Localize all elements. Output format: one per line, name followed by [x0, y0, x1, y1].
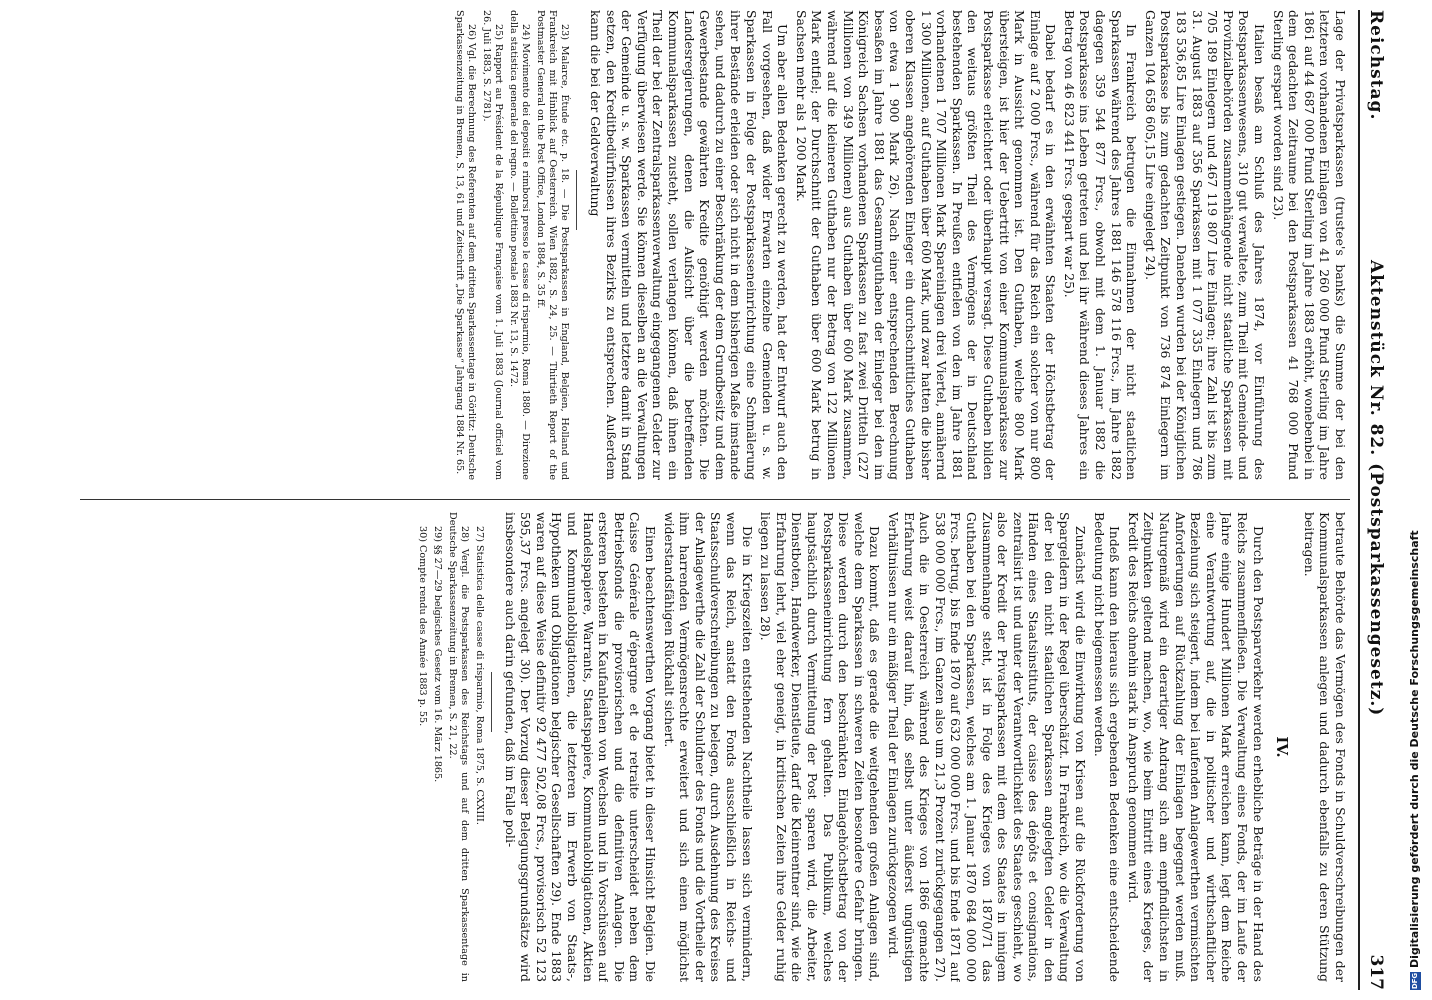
page-number: 317 [1366, 954, 1386, 990]
footnote: 27) Statistica delle casse di risparmio, Roma 1875, S. CXXIII. [474, 526, 486, 825]
footnote: 25) Rapport au Président de la République Française vom 1. Juli 1883 (Journal officiel vom 26. Juli 1883, S. 2781). [481, 10, 505, 480]
footnote: 29) §§ 27—29 belgisches Gesetz vom 16. März 1865. [432, 526, 444, 783]
paragraph: Dazu kommt, daß es gerade die weitgehenden großen Anlagen sind, welche dem Sparkassen in schweren Zeiten besondere Gefahr bringen. Diese werden durch den beschränkten Einlagehöchstbetrag von der Postsparkasseneinrichtung fern gehalten. Das Publikum, welches hauptsächlich durch Vermittelung der Post sparen wird, die Arbeiter, Dienstboten, Handwerker, Dienstleute, darf die Kleinrentner sind, wie die Erfahrung lehrt, viel eher geneigt, in kritischen Zeiten ihre Gelder ruhig liegen zu lassen 28). [758, 512, 883, 982]
paragraph: In Frankreich betrugen die Einnahmen der nicht staatlichen Sparkassen während des Jahres 1881 146 578 116 Frcs., im Jahre 1882 dagegen 359 544 877 Frcs., obwohl mit dem 1. Januar 1882 die Postsparkasse ins Leben getreten und bei ihr während dieses Jahres ein Betrag von 46 823 441 Frcs. gespart war 25). [1061, 10, 1140, 480]
digitization-credit [1408, 530, 1421, 990]
left-column [78, 10, 1348, 480]
credit-text: Digitalisierung gefördert durch die Deutsche Forschungsgemeinschaft [1408, 530, 1421, 968]
paragraph: Lage der Privatsparkassen (trustee's banks) die Summe der bei den letzteren vorhandenen Einlagen von 41 260 000 Pfund Sterling im Jahre 1861 auf 44 687 000 Pfund Sterling im Jahre 1883 erhöht, wonebenbei in dem gedachten Zeitraume bei den Postsparkassen 41 768 000 Pfund Sterling erspart worden sind 23). [1270, 10, 1348, 480]
document-title: Aktenstück Nr. 82. (Postsparkassengesetz.) [1366, 260, 1386, 717]
column-divider [80, 499, 1350, 500]
right-column [78, 512, 1348, 982]
section-numeral: IV. [1273, 736, 1292, 758]
footnote: 30) Compte rendu des Année 1883 p. 55. [417, 526, 429, 727]
footnote-rule [577, 170, 578, 230]
paragraph: betraute Behörde das Vermögen des Fonds in Schuldverschreibungen der Kommunalsparkassen anlegen und dadurch ebenfalls zu deren Stützung beitragen. [1301, 512, 1348, 982]
footnote: 23) Malarce, Étude etc. p. 18. — Die Postsparkassen in England, Belgien, Holland und Frankreich mit Hinblick auf Oesterreich. Wien 1882, S. 24, 25. — Thirtieth Report of the Postmaster General on the Post Office, London 1884, S. 35 ff. [535, 10, 571, 480]
paragraph: Indeß kann den hieraus sich ergebenden Bedenken eine entscheidende Bedeutung nicht beigemessen werden. [1091, 512, 1123, 982]
footnote: 24) Movimento dei depositi e rimborsi presso le casse di risparmio, Roma 1880. — Direzione della statistica generale del regno. — Bollettino postale 1883 Nr. 13, S. 1472. [508, 10, 532, 480]
page-header [1350, 10, 1390, 990]
footnote: 26) Vgl. die Berechnung des Referenten auf dem dritten Sparkassentage in Görlitz: Deutsche Sparkassenzeitung in Bremen, S. 13, 61 und Zeitschrift „Die Sparkasse“ Jahrgang 1884 Nr. 65. [454, 10, 478, 480]
paragraph: Durch den Postsparverkehr werden erhebliche Beträge in der Hand des Reichs zusammenfließen. Die Verwaltung eines Fonds, der im Laufe der Jahre einige Hundert Millionen Mark erreichen kann, legt dem Reiche eine Verantwortung auf, die in politischer und wirthschaftlicher Beziehung sich steigert, indem bei laufenden Anlagewerthen vermischten Anforderungen auf Rückzahlung der Einlagen begegnet werden muß. Naturgemäß wird ein derartiger Andrang sich am empfindlichsten in Zeitpunkten geltend machen, wo, wie beim Eintritt eines Krieges, der Kredit des Reichs ohnehin stark in Anspruch genommen wird. [1125, 512, 1266, 982]
paragraph: Die in Kriegszeiten entstehenden Nachtheile lassen sich vermindern, wenn das Reich, anstatt den Fonds ausschließlich in Reichs- und Staatsschuldverschreibungen zu belegen, durch Ausdehnung des Kreises der Anlagewerthe die Zahl der Schuldner des Fonds und die Vortheile der ihm harrenden Vermögensrechte erweitert und sich einen möglichst widerstandsfähigen Rückhalt sichert. [661, 512, 755, 982]
rotated-printed-sheet [70, 10, 1390, 990]
paragraph: Dabei bedarf es in den erwähnten Staaten der Höchstbetrag der Einlage auf 2 000 Frcs., während für das Reich ein solcher von nur 800 Mark in Aussicht genommen ist. Den Guthaben, welche 800 Mark übersteigen, ist hier der Uebertritt von einer Kommunalsparkasse zur Postsparkasse erleichtert oder überhaupt versagt. Diese Guthaben bilden den weitaus größten Theil des Vermögens der in Deutschland bestehenden Sparkassen. In Preußen entfielen von den im Jahre 1881 vorhandenen 1 707 Millionen Mark Spareinlagen drei Viertel, annähernd 1 300 Millionen, auf Guthaben über 600 Mark, und zwar hatten die bisher oberen Klassen angehörenden Einleger ein durchschnittliches Guthaben von etwa 1 900 Mark 26). Nach einer entsprechenden Berechnung besaßen im Jahre 1881 das Gesammtguthaben der Einleger bei den im Königreich Sachsen vorhandenen Sparkassen zu fast zwei Dritteln (227 Millionen von 349 Millionen) aus Guthaben über 600 Mark zusammen, während auf die kleineren Guthaben nur der Betrag von 122 Millionen Mark entfiel; der Durchschnitt der Guthaben über 600 Mark betrug in Sachsen mehr als 1 200 Mark. [793, 10, 1059, 480]
chamber-heading: Reichstag. [1366, 10, 1386, 121]
dfg-logo-icon: DFG [1410, 972, 1419, 990]
paragraph: Italien besaß am Schluß des Jahres 1874, vor Einführung des Postsparkassenwesens, 310 gut verwaltete, zum Theil mit Gemeinde- und Provinzialbehörden zusammenhängende nicht staatliche Sparkassen mit 705 189 Einlegern und 467 119 807 Lire Einlagen; ihre Zahl ist bis zum 31. August 1883 auf 356 Sparkassen mit 1 077 335 Einlegern und 786 183 536,85 Lire Einlagen gestiegen. Daneben wurden bei der Königlichen Postsparkasse bis zum gedachten Zeitpunkt von 736 874 Einlegern im Ganzen 104 658 605,15 Lire eingelegt 24). [1142, 10, 1268, 480]
footnote-rule [491, 672, 492, 732]
paragraph: Um aber allen Bedenken gerecht zu werden, hat der Entwurf auch den Fall vorgesehen, daß wider Erwarten einzelne Gemeinden u. s. w. Sparkassen in Folge der Postsparkasseneinrichtung eine Schmälerung ihrer Bestände erleiden oder sich nicht in dem bisherigen Maße imstande sehen, und dadurch zu einer Beschränkung der dem Grundbesitz und dem Gewerbestande gewährten Kredite genöthigt werden möchten. Die Landesregierungen, denen die Aufsicht über die betreffenden Kommunalsparkassen zusteht, sollen verlangen können, daß ihnen ein Theil der bei der Zentralsparkassenverwaltung eingegangenen Gelder zur Verfügung überwiesen werde. Sie können dieselben an die Verwaltungen der Gemeinde u. s. w. Sparkassen vermitteln und letztere damit in Stand setzen, den Kreditbedürfnissen ihres Bezirks zu entsprechen. Außerdem kann die bei der Geldverwaltung [588, 10, 791, 480]
footnote: 28) Vergl. die Postsparkassen des Reichstags und auf dem dritten Sparkassentage in Deutsche Sparkassenzeitung in Bremen, S. 21, 22. [447, 512, 471, 982]
paragraph: Einen beachtenswerthen Vorgang bietet in dieser Hinsicht Belgien. Die Caisse Générale d'épargne et de retraite unterscheidet neben dem Betriebsfonds die provisorischen und die definitiven Anlagen. Die ersteren bestehen in Kaufanleihen von Wechseln und in Vorschüssen auf Handelspapiere, Warrants, Staatspapiere, Kommunalobligationen, Aktien und Kommunalobligationen, die letzteren im Erwerb von Staats-, Hypotheken und Obligationen belgischer Gesellschaften 29). Ende 1883 waren auf diese Weise definitiv 92 477 502,08 Frcs., provisorisch 52 123 595,37 Frcs. angelegt 30). Der Vorzug dieser Belegungsgrundsätze wird insbesondere auch darin gefunden, daß im Falle poli- [502, 512, 659, 982]
header-rule [1358, 10, 1360, 990]
paragraph: Zunächst wird die Einwirkung von Krisen auf die Rückforderung von Spargeldern in der Regel überschätzt. In Frankreich, wo die Verwaltung der bei den nicht staatlichen Sparkassen angelegten Gelder in den Händen eines Staatsinstituts, der caisse des dépôts et consignations, zentralisirt ist und unter der Verantwortlichkeit des Staates geschieht, wo also der Kredit der Privatsparkassen mit dem des Staates in innigem Zusammenhange steht, ist in Folge des Krieges von 1870/71 das Guthaben bei den Sparkassen, welches am 1. Januar 1870 684 000 000 Frcs. betrug, bis Ende 1870 auf 632 000 000 Frcs. und bis Ende 1871 auf 538 000 000 Frcs., im Ganzen also um 21,3 Prozent zurückgegangen 27). Auch die in Oesterreich während des Krieges von 1866 gemachte Erfahrung weist darauf hin, daß selbst unter äußerst ungünstigen Verhältnissen nur ein mäßiger Theil der Einlagen zurückgezogen wird. [885, 512, 1089, 982]
